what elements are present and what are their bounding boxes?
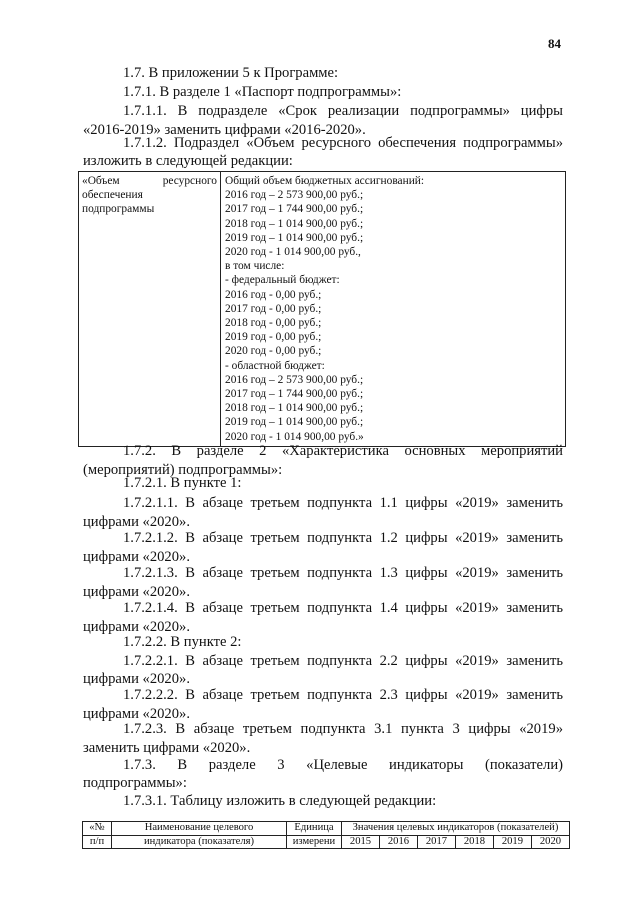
paragraph-1-7-3-line1: 1.7.3. В разделе 3 «Целевые индикаторы (показатели) bbox=[123, 757, 563, 773]
resource-label-line1: «Объем ресурсного bbox=[82, 175, 217, 187]
resource-line: - федеральный бюджет: bbox=[225, 274, 340, 287]
resource-line: 2020 год - 1 014 900,00 руб.» bbox=[225, 430, 364, 443]
col-name-header bbox=[112, 822, 287, 836]
paragraph-1-7-2-1-2-line2: цифрами «2020». bbox=[83, 549, 190, 565]
year-header-2016: 2016 bbox=[379, 835, 417, 849]
col-num-header-2: п/п bbox=[83, 835, 112, 849]
resource-line: 2020 год - 1 014 900,00 руб., bbox=[225, 246, 361, 259]
paragraph-1-7-1-1-line1: 1.7.1.1. В подразделе «Срок реализации подпрограммы» цифры bbox=[123, 103, 563, 119]
paragraph-1-7-2-2: 1.7.2.2. В пункте 2: bbox=[123, 634, 242, 650]
resource-line: 2016 год – 2 573 900,00 руб.; bbox=[225, 373, 364, 386]
paragraph-1-7-2-1-3-line2: цифрами «2020». bbox=[83, 584, 190, 600]
paragraph-1-7-3-line2: подпрограммы»: bbox=[83, 775, 187, 791]
resource-line: 2018 год – 1 014 900,00 руб.; bbox=[225, 217, 364, 230]
paragraph-1-7-2-1-3-line1: 1.7.2.1.3. В абзаце третьем подпункта 1.3 цифры «2019» заменить bbox=[123, 565, 563, 581]
resource-line: 2016 год - 0,00 руб.; bbox=[225, 288, 322, 301]
page-number: 84 bbox=[548, 36, 561, 51]
resource-label-line3: подпрограммы bbox=[82, 203, 155, 216]
paragraph-1-7-2-1-2-line1: 1.7.2.1.2. В абзаце третьем подпункта 1.2 цифры «2019» заменить bbox=[123, 530, 563, 546]
paragraph-1-7-2-1-4-line1: 1.7.2.1.4. В абзаце третьем подпункта 1.4 цифры «2019» заменить bbox=[123, 600, 563, 616]
resource-line: - областной бюджет: bbox=[225, 359, 325, 372]
paragraph-1-7-2-1-1-line1: 1.7.2.1.1. В абзаце третьем подпункта 1.1 цифры «2019» заменить bbox=[123, 495, 563, 511]
paragraph-1-7-2-1-4-line2: цифрами «2020». bbox=[83, 619, 190, 635]
paragraph-1-7-1-1-line2: «2016-2019» заменить цифрами «2016-2020». bbox=[83, 122, 366, 138]
resource-line: 2016 год – 2 573 900,00 руб.; bbox=[225, 189, 364, 202]
col-unit-header bbox=[287, 822, 342, 836]
paragraph-1-7-2-1: 1.7.2.1. В пункте 1: bbox=[123, 475, 242, 491]
resource-line: 2017 год – 1 744 900,00 руб.; bbox=[225, 388, 364, 401]
year-header-2015: 2015 bbox=[342, 835, 380, 849]
resource-label-line2: обеспечения bbox=[82, 189, 143, 202]
indicator-table bbox=[82, 821, 570, 849]
col-name-line1: Наименование целевого bbox=[144, 822, 254, 833]
resource-table-label-cell bbox=[79, 172, 221, 447]
col-num-line1: «№ bbox=[89, 822, 105, 833]
resource-line: 2019 год – 1 014 900,00 руб.; bbox=[225, 231, 364, 244]
resource-line: 2019 год - 0,00 руб.; bbox=[225, 331, 322, 344]
paragraph-1-7-1: 1.7.1. В разделе 1 «Паспорт подпрограммы»: bbox=[123, 84, 402, 100]
col-num-header bbox=[83, 822, 112, 836]
paragraph-1-7: 1.7. В приложении 5 к Программе: bbox=[123, 65, 339, 81]
paragraph-1-7-2-2-2-line2: цифрами «2020». bbox=[83, 706, 190, 722]
paragraph-1-7-2-line2: (мероприятий) подпрограммы»: bbox=[83, 462, 283, 478]
paragraph-1-7-2-2-2-line1: 1.7.2.2.2. В абзаце третьем подпункта 2.3 цифры «2019» заменить bbox=[123, 687, 563, 703]
col-name-header-2: индикатора (показателя) bbox=[112, 835, 287, 849]
paragraph-1-7-3-1: 1.7.3.1. Таблицу изложить в следующей редакции: bbox=[123, 793, 437, 809]
paragraph-1-7-1-2-line1: 1.7.1.2. Подраздел «Объем ресурсного обеспечения подпрограммы» bbox=[123, 135, 563, 151]
paragraph-1-7-2-line1: 1.7.2. В разделе 2 «Характеристика основных мероприятий bbox=[123, 443, 563, 459]
resource-line: 2019 год – 1 014 900,00 руб.; bbox=[225, 416, 364, 429]
resource-line: в том числе: bbox=[225, 260, 285, 273]
resource-line: 2018 год – 1 014 900,00 руб.; bbox=[225, 402, 364, 415]
resource-line: Общий объем бюджетных ассигнований: bbox=[225, 175, 425, 187]
paragraph-1-7-1-2-line2: изложить в следующей редакции: bbox=[83, 153, 293, 169]
resource-table-value-cell bbox=[221, 172, 566, 447]
resource-line: 2020 год - 0,00 руб.; bbox=[225, 345, 322, 358]
year-header-2019: 2019 bbox=[493, 835, 531, 849]
year-header-2018: 2018 bbox=[455, 835, 493, 849]
col-values-header: Значения целевых индикаторов (показателей) bbox=[342, 822, 570, 836]
year-header-2020: 2020 bbox=[531, 835, 569, 849]
col-unit-line1: Единица bbox=[294, 822, 334, 833]
resource-line: 2017 год – 1 744 900,00 руб.; bbox=[225, 203, 364, 216]
resource-line: 2017 год - 0,00 руб.; bbox=[225, 302, 322, 315]
resource-line: 2018 год - 0,00 руб.; bbox=[225, 317, 322, 330]
paragraph-1-7-2-3-line2: заменить цифрами «2020». bbox=[83, 740, 251, 756]
resource-table bbox=[78, 171, 566, 447]
paragraph-1-7-2-2-1-line1: 1.7.2.2.1. В абзаце третьем подпункта 2.2 цифры «2019» заменить bbox=[123, 653, 563, 669]
col-unit-header-2: измерени bbox=[287, 835, 342, 849]
paragraph-1-7-2-2-1-line2: цифрами «2020». bbox=[83, 671, 190, 687]
paragraph-1-7-2-3-line1: 1.7.2.3. В абзаце третьем подпункта 3.1 пункта 3 цифры «2019» bbox=[123, 721, 563, 737]
year-header-2017: 2017 bbox=[417, 835, 455, 849]
paragraph-1-7-2-1-1-line2: цифрами «2020». bbox=[83, 514, 190, 530]
